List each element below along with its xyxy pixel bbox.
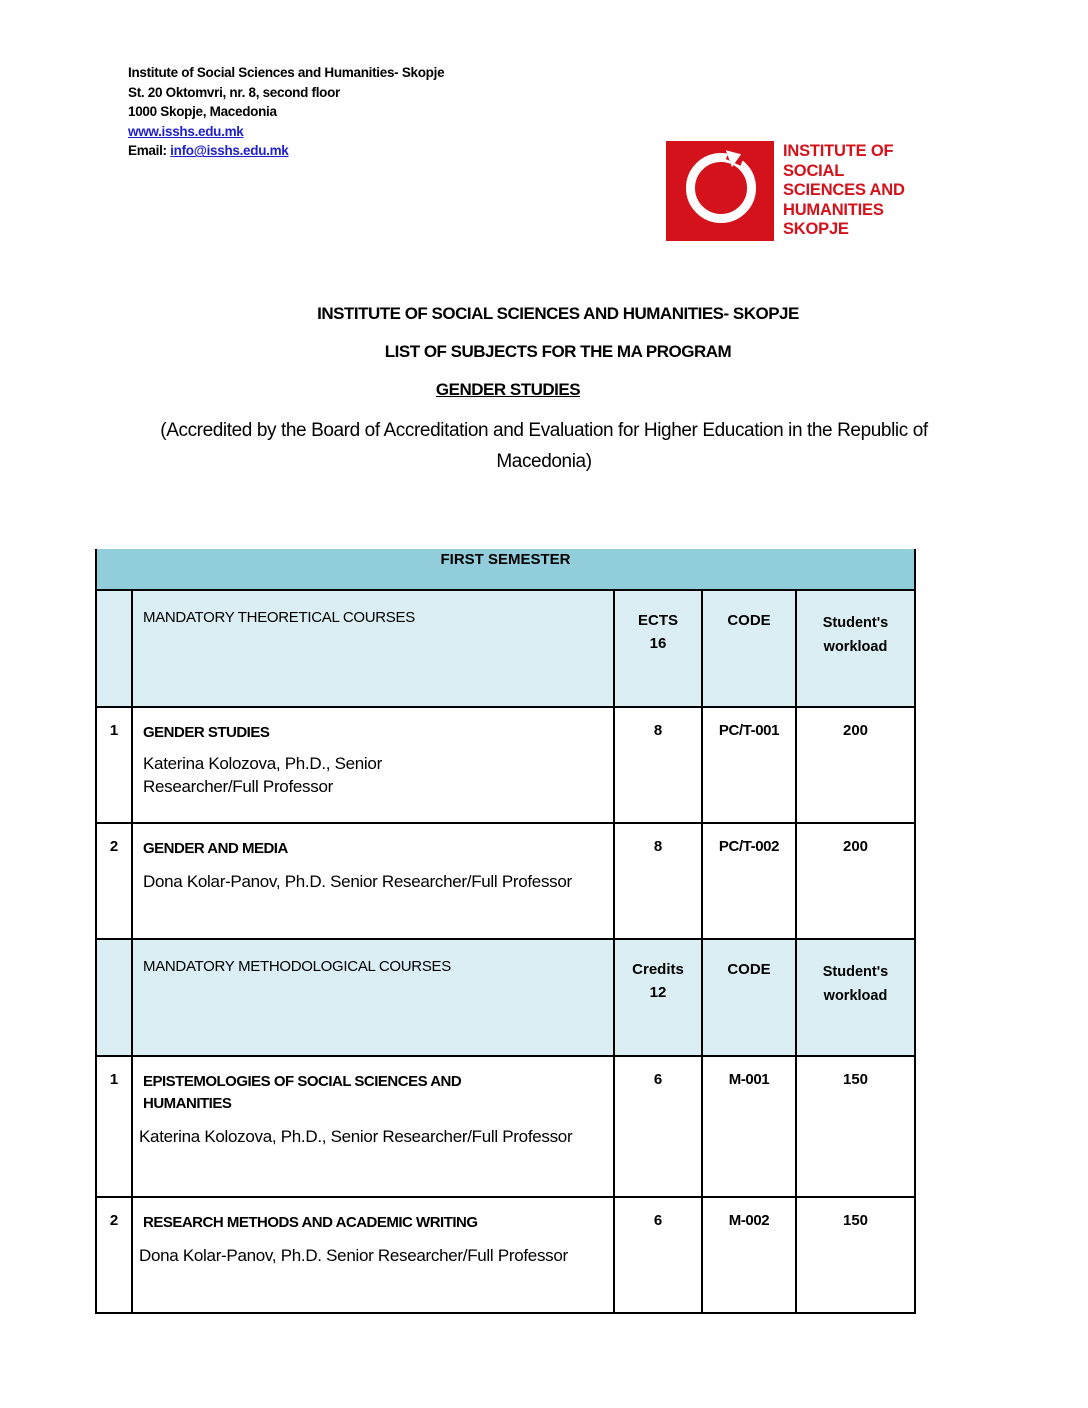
workload-label: workload	[823, 988, 888, 1004]
course-ects: 6	[614, 1056, 702, 1197]
credits-header	[614, 590, 702, 707]
credits-label: ECTS	[637, 612, 678, 629]
logo-line: SCIENCES AND	[783, 181, 905, 199]
course-workload: 150	[796, 1197, 915, 1313]
course-professor: Dona Kolar-Panov, Ph.D. Senior Researcher/Full Professor	[143, 872, 572, 891]
course-workload: 200	[796, 707, 915, 823]
section-header-methodological	[96, 939, 915, 1056]
email-link[interactable]: info@isshs.edu.mk	[170, 143, 289, 159]
credits-header	[614, 939, 702, 1056]
course-code: M-001	[702, 1056, 796, 1197]
semester-row	[96, 549, 915, 590]
course-ects: 8	[614, 707, 702, 823]
course-title-line: HUMANITIES	[143, 1095, 232, 1112]
logo-text	[783, 141, 905, 241]
course-title: RESEARCH METHODS AND ACADEMIC WRITING	[143, 1214, 478, 1231]
course-workload: 150	[796, 1056, 915, 1197]
workload-label: Student's	[822, 964, 889, 980]
course-ects: 6	[614, 1197, 702, 1313]
logo-line: INSTITUTE OF	[783, 142, 894, 160]
section-title: MANDATORY METHODOLOGICAL COURSES	[132, 939, 614, 1056]
course-number: 2	[96, 1197, 132, 1313]
credits-total: 12	[649, 984, 667, 1001]
course-number: 2	[96, 823, 132, 939]
program-title: GENDER STUDIES	[435, 380, 581, 399]
table-row	[96, 1056, 915, 1197]
semester-title: FIRST SEMESTER	[96, 549, 915, 590]
course-title: GENDER STUDIES	[143, 724, 270, 741]
course-code: PC/T-002	[702, 823, 796, 939]
email-label: Email:	[128, 143, 171, 159]
code-header: CODE	[702, 939, 796, 1056]
address-city: 1000 Skopje, Macedonia	[128, 104, 277, 120]
logo-line: SOCIAL	[783, 161, 845, 180]
workload-header	[796, 590, 915, 707]
course-cell	[132, 1197, 614, 1313]
professor-line: Katerina Kolozova, Ph.D., Senior	[143, 754, 382, 773]
section-header-theoretical	[96, 590, 915, 707]
institute-title: INSTITUTE OF SOCIAL SCIENCES AND HUMANITIES- SKOPJE	[317, 304, 799, 323]
workload-label: workload	[823, 639, 888, 655]
course-title-line: EPISTEMOLOGIES OF SOCIAL SCIENCES AND	[143, 1073, 462, 1090]
credits-total: 16	[649, 635, 667, 652]
course-cell	[132, 1056, 614, 1197]
address-street: St. 20 Oktomvri, nr. 8, second floor	[128, 84, 341, 100]
course-title: GENDER AND MEDIA	[143, 840, 288, 857]
address-institute: Institute of Social Sciences and Humanities- Skopje	[128, 65, 445, 80]
course-workload: 200	[796, 823, 915, 939]
code-header: CODE	[702, 590, 796, 707]
workload-header	[796, 939, 915, 1056]
course-cell	[132, 707, 614, 823]
logo-ring-icon	[666, 141, 774, 241]
course-ects: 8	[614, 823, 702, 939]
course-code: PC/T-001	[702, 707, 796, 823]
course-professor: Katerina Kolozova, Ph.D., Senior Researcher/Full Professor	[139, 1127, 573, 1146]
accreditation-note	[0, 415, 1088, 477]
logo-line: SKOPJE	[783, 220, 849, 238]
num-header	[96, 590, 132, 707]
course-professor	[143, 752, 613, 798]
institute-logo	[666, 141, 921, 241]
table-row	[96, 823, 915, 939]
course-professor: Dona Kolar-Panov, Ph.D. Senior Researcher/Full Professor	[139, 1246, 568, 1265]
accreditation-line: (Accredited by the Board of Accreditation and Evaluation for Higher Education in the Republic of	[160, 420, 928, 441]
accreditation-line: Macedonia)	[496, 451, 592, 472]
logo-line: HUMANITIES	[783, 200, 884, 219]
list-title: LIST OF SUBJECTS FOR THE MA PROGRAM	[384, 342, 732, 361]
course-number: 1	[96, 1056, 132, 1197]
subjects-table	[95, 549, 916, 1314]
professor-line: Researcher/Full Professor	[143, 777, 333, 796]
table-row	[96, 707, 915, 823]
course-code: M-002	[702, 1197, 796, 1313]
course-title	[139, 1071, 613, 1115]
course-number: 1	[96, 707, 132, 823]
table-row	[96, 1197, 915, 1313]
workload-label: Student's	[822, 615, 889, 631]
address-block	[128, 63, 444, 161]
credits-label: Credits	[632, 961, 684, 978]
course-cell	[132, 823, 614, 939]
section-title: MANDATORY THEORETICAL COURSES	[132, 590, 614, 707]
num-header	[96, 939, 132, 1056]
website-link[interactable]: www.isshs.edu.mk	[128, 123, 244, 139]
